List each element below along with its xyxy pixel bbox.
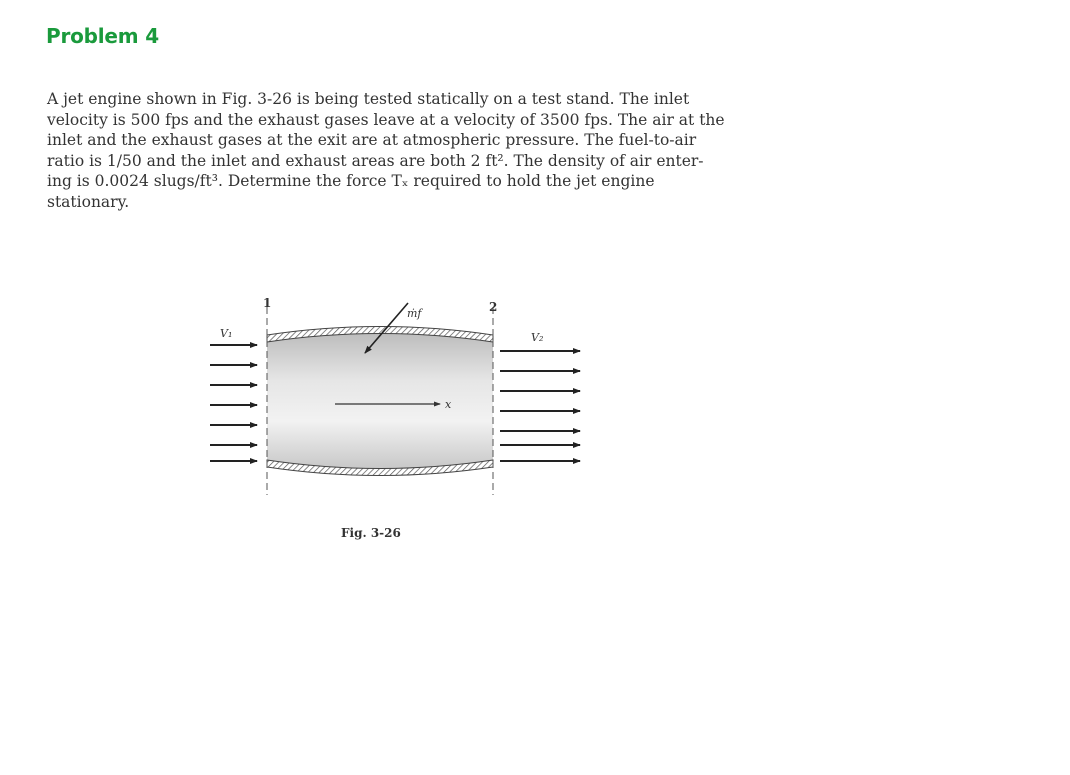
fuel-flow-label: ṁf xyxy=(407,307,422,320)
exit-flow-arrows xyxy=(500,351,580,461)
figure-caption: Fig. 3-26 xyxy=(341,526,401,540)
exit-velocity-label: V₂ xyxy=(531,331,544,344)
inlet-flow-arrows xyxy=(210,345,257,461)
inlet-velocity-label: V₁ xyxy=(220,327,233,340)
problem-statement xyxy=(47,89,895,212)
problem-line: A jet engine shown in Fig. 3-26 is being tested statically on a test stand. The inlet xyxy=(47,90,690,108)
problem-line: stationary. xyxy=(47,192,130,211)
problem-line: velocity is 500 fps and the exhaust gases leave at a velocity of 3500 fps. The air at the xyxy=(47,110,725,129)
engine-body xyxy=(267,334,493,469)
problem-line: inlet and the exhaust gases at the exit are at atmospheric pressure. The fuel-to-air xyxy=(47,131,697,149)
jet-engine-figure xyxy=(195,285,595,555)
jet-engine-diagram xyxy=(195,285,595,555)
problem-line: ratio is 1/50 and the inlet and exhaust areas are both 2 ft². The density of air enter- xyxy=(47,151,704,170)
section-2-label: 2 xyxy=(489,300,498,314)
section-1-label: 1 xyxy=(263,296,272,310)
problem-line: ing is 0.0024 slugs/ft³. Determine the force Tₓ required to hold the jet engine xyxy=(47,172,655,190)
x-axis-label: x xyxy=(445,398,452,411)
problem-title: Problem 4 xyxy=(46,24,159,48)
